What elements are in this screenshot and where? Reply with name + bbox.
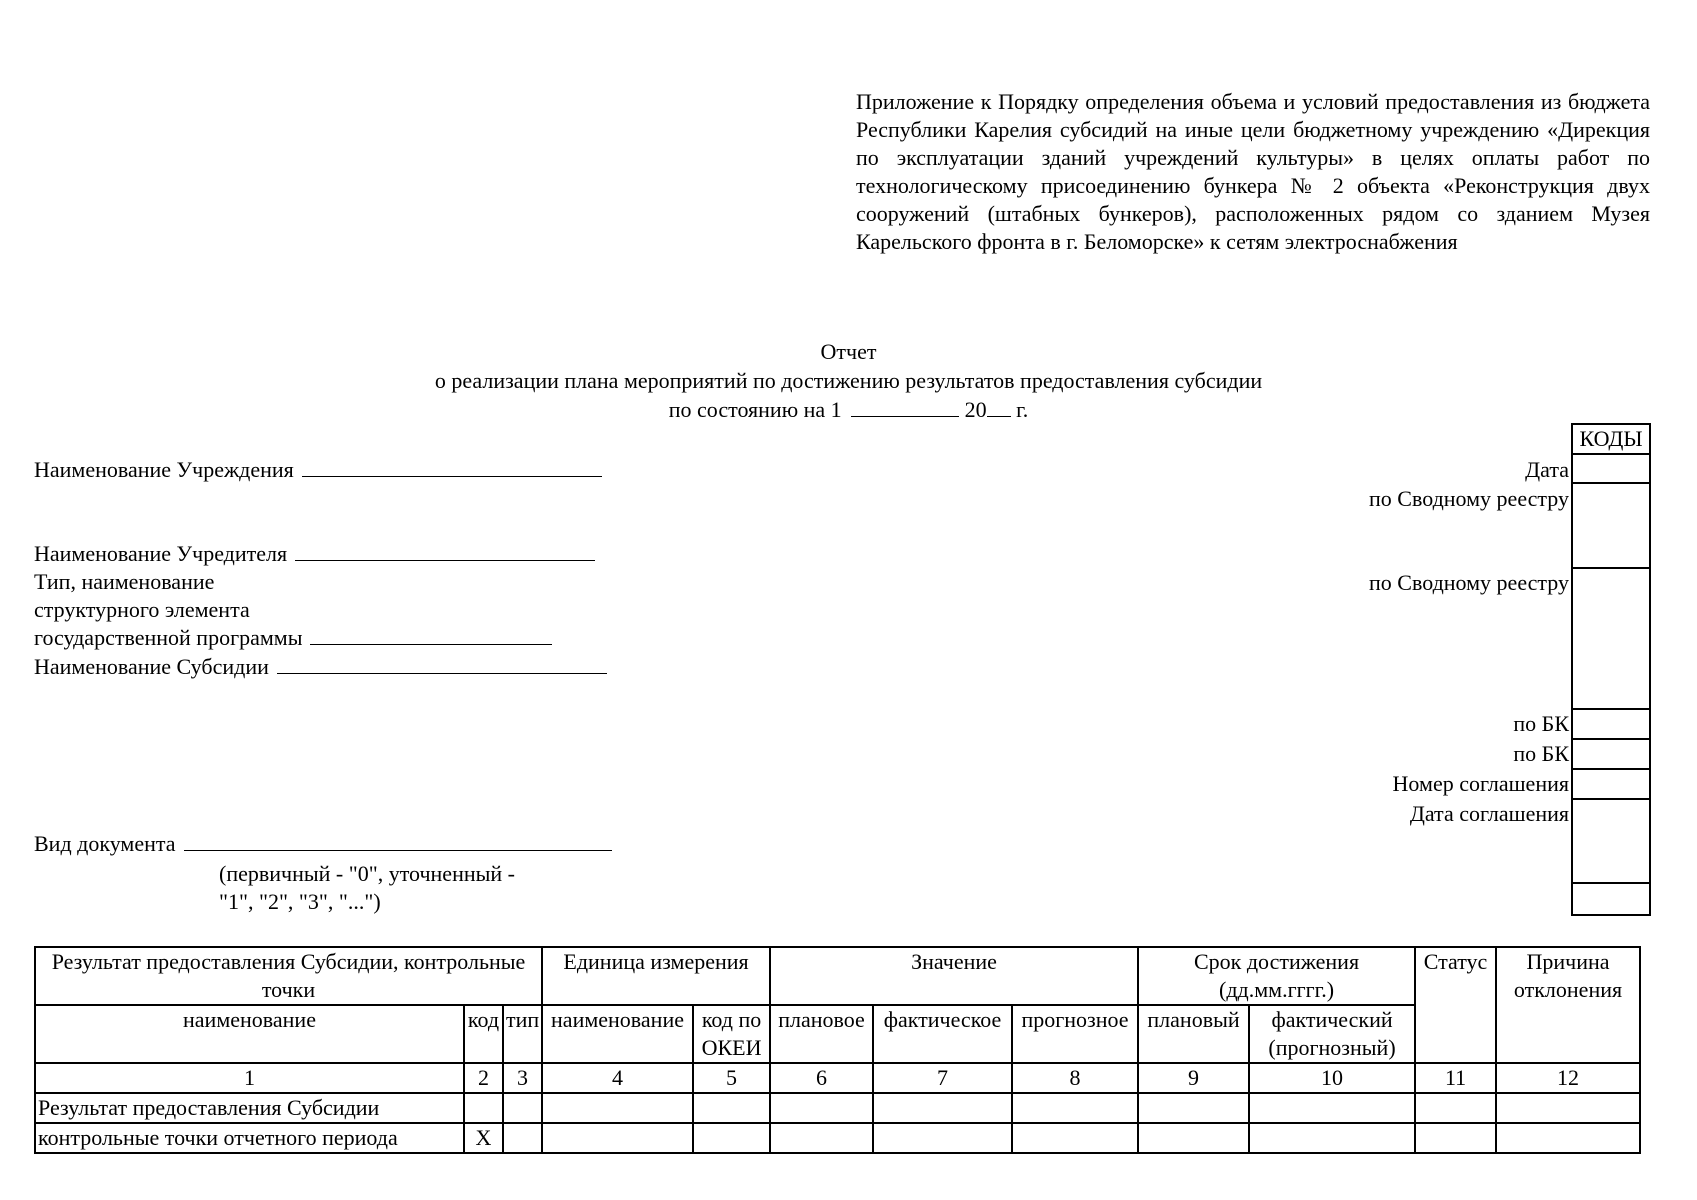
table-row xyxy=(35,1123,1640,1153)
report-date-blank[interactable] xyxy=(851,396,959,417)
row-cell[interactable] xyxy=(1249,1123,1415,1153)
codes-label-registry-2: по Сводному реестру xyxy=(1369,570,1569,595)
row-code[interactable]: X xyxy=(464,1123,503,1153)
doc-type-note-line2: "1", "2", "3", "...") xyxy=(219,889,381,914)
header-reason: Причина отклонения xyxy=(1496,947,1640,1063)
header-actual: фактическое xyxy=(873,1005,1012,1063)
row-cell[interactable] xyxy=(542,1093,693,1123)
row-cell[interactable] xyxy=(542,1123,693,1153)
row-cell[interactable] xyxy=(770,1123,873,1153)
report-subtitle: о реализации плана мероприятий по достижению результатов предоставления субсидии xyxy=(434,368,1263,393)
header-okei: код по ОКЕИ xyxy=(693,1005,770,1063)
codes-label-registry-1: по Сводному реестру xyxy=(1369,486,1569,511)
code-cell-agreement-date[interactable] xyxy=(1572,799,1650,883)
program-field xyxy=(34,624,552,652)
codes-label-bk-1: по БК xyxy=(1513,711,1569,736)
doc-type-blank[interactable] xyxy=(184,830,612,851)
row-cell[interactable] xyxy=(770,1093,873,1123)
subsidy-label: Наименование Субсидии xyxy=(34,654,269,679)
table-row xyxy=(35,1093,1640,1123)
report-date-line xyxy=(0,396,1697,425)
col-number: 11 xyxy=(1415,1063,1496,1093)
row-cell[interactable] xyxy=(503,1093,542,1123)
row-name: Результат предоставления Субсидии xyxy=(35,1093,464,1123)
header-deadline-actual: фактический (прогнозный) xyxy=(1249,1005,1415,1063)
row-code[interactable] xyxy=(464,1093,503,1123)
code-cell-registry-1[interactable] xyxy=(1572,483,1650,568)
col-number: 3 xyxy=(503,1063,542,1093)
codes-label-date: Дата xyxy=(1525,457,1569,482)
row-cell[interactable] xyxy=(1012,1093,1138,1123)
header-planned: плановое xyxy=(770,1005,873,1063)
report-year-blank[interactable] xyxy=(987,396,1011,417)
code-cell-bk-2[interactable] xyxy=(1572,739,1650,769)
header-result: Результат предоставления Субсидии, контрольные точки xyxy=(35,947,542,1005)
code-cell-date[interactable] xyxy=(1572,454,1650,483)
codes-header: КОДЫ xyxy=(1572,424,1650,454)
row-cell[interactable] xyxy=(1415,1093,1496,1123)
header-name: наименование xyxy=(35,1005,464,1063)
results-table xyxy=(34,946,1641,1154)
institution-field xyxy=(34,456,602,484)
col-number: 10 xyxy=(1249,1063,1415,1093)
row-name: контрольные точки отчетного периода xyxy=(35,1123,464,1153)
header-forecast: прогнозное xyxy=(1012,1005,1138,1063)
row-cell[interactable] xyxy=(1012,1123,1138,1153)
row-cell[interactable] xyxy=(693,1093,770,1123)
col-number: 6 xyxy=(770,1063,873,1093)
row-cell[interactable] xyxy=(1496,1093,1640,1123)
founder-blank[interactable] xyxy=(295,540,595,561)
program-blank[interactable] xyxy=(310,624,552,645)
appendix-text: Приложение к Порядку определения объема и условий предоставления из бюджета Республики Карелия субсидий на иные цели бюджетному учреждению «Дирекция по эксплуатации зданий учреждений культуры» в целях оплаты работ по технологическому присоединению бункера № 2 объекта «Реконструкция двух сооружений (штабных бункеров), расположенных рядом со зданием Музея Карельского фронта в г. Беломорске» к сетям электроснабжения xyxy=(856,89,1650,254)
doc-type-note-line1: (первичный - "0", уточненный - xyxy=(219,861,515,886)
report-date-year: 20 xyxy=(964,397,987,422)
row-cell[interactable] xyxy=(873,1123,1012,1153)
header-deadline: Срок достижения (дд.мм.гггг.) xyxy=(1138,947,1415,1005)
institution-label: Наименование Учреждения xyxy=(34,457,294,482)
col-number: 2 xyxy=(464,1063,503,1093)
row-cell[interactable] xyxy=(1249,1093,1415,1123)
codes-table xyxy=(1571,423,1651,916)
col-number: 4 xyxy=(542,1063,693,1093)
header-deadline-planned: плановый xyxy=(1138,1005,1249,1063)
report-date-suffix: г. xyxy=(1016,397,1029,422)
row-cell[interactable] xyxy=(503,1123,542,1153)
row-cell[interactable] xyxy=(1415,1123,1496,1153)
codes-label-agreement-number: Номер соглашения xyxy=(1392,771,1569,796)
doc-type-field xyxy=(34,830,612,858)
report-title: Отчет xyxy=(820,339,877,364)
program-label-line3: государственной программы xyxy=(34,625,303,650)
row-cell[interactable] xyxy=(1138,1093,1249,1123)
code-cell-registry-2[interactable] xyxy=(1572,568,1650,709)
header-code: код xyxy=(464,1005,503,1063)
table-number-row xyxy=(35,1063,1640,1093)
subsidy-field xyxy=(34,653,607,681)
col-number: 5 xyxy=(693,1063,770,1093)
codes-label-agreement-date: Дата соглашения xyxy=(1409,801,1569,826)
report-heading xyxy=(0,338,1697,425)
header-value: Значение xyxy=(770,947,1138,1005)
col-number: 8 xyxy=(1012,1063,1138,1093)
row-cell[interactable] xyxy=(873,1093,1012,1123)
report-date-prefix: по состоянию на 1 xyxy=(668,397,842,422)
row-cell[interactable] xyxy=(693,1123,770,1153)
code-cell-extra[interactable] xyxy=(1572,883,1650,915)
header-type: тип xyxy=(503,1005,542,1063)
founder-field xyxy=(34,540,595,568)
subsidy-blank[interactable] xyxy=(277,653,607,674)
header-unit-name: наименование xyxy=(542,1005,693,1063)
row-cell[interactable] xyxy=(1138,1123,1249,1153)
doc-type-note xyxy=(219,860,515,916)
codes-label-bk-2: по БК xyxy=(1513,741,1569,766)
program-label-line1: Тип, наименование xyxy=(34,569,215,594)
col-number: 9 xyxy=(1138,1063,1249,1093)
table-header-row-1 xyxy=(35,947,1640,1005)
col-number: 1 xyxy=(35,1063,464,1093)
code-cell-bk-1[interactable] xyxy=(1572,709,1650,739)
doc-type-label: Вид документа xyxy=(34,831,176,856)
col-number: 12 xyxy=(1496,1063,1640,1093)
founder-label: Наименование Учредителя xyxy=(34,541,288,566)
code-cell-agreement-number[interactable] xyxy=(1572,769,1650,799)
institution-blank[interactable] xyxy=(302,456,602,477)
col-number: 7 xyxy=(873,1063,1012,1093)
header-unit: Единица измерения xyxy=(542,947,770,1005)
header-status: Статус xyxy=(1415,947,1496,1063)
row-cell[interactable] xyxy=(1496,1123,1640,1153)
table-header-row-2 xyxy=(35,1005,1640,1063)
program-label-line2: структурного элемента xyxy=(34,597,250,622)
